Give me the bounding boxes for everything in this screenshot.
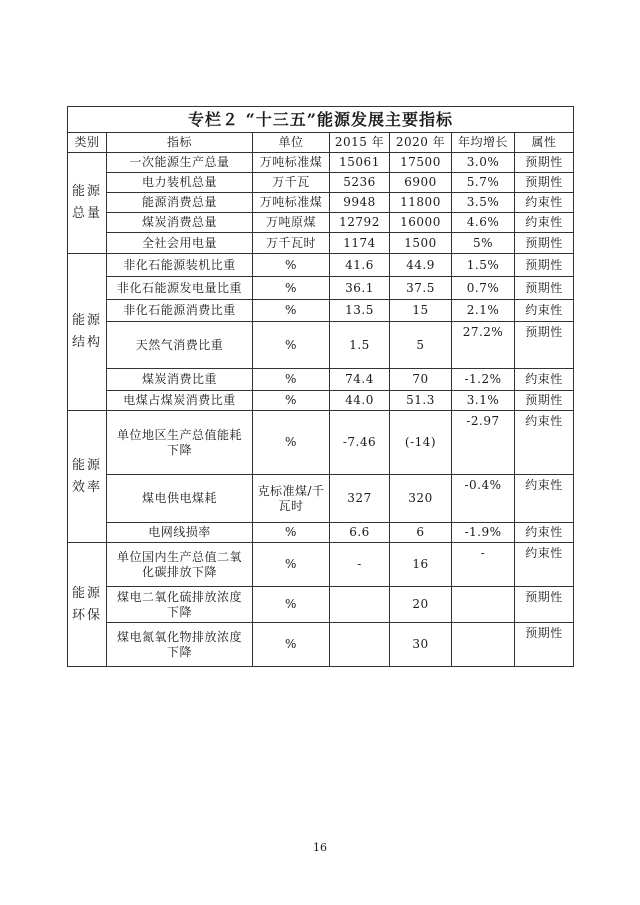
growth-cell: 3.5% [452, 193, 515, 213]
growth-cell: - [452, 543, 515, 587]
unit-cell: % [253, 523, 330, 543]
growth-cell: 0.7% [452, 277, 515, 300]
value-2020-cell: 1500 [390, 233, 452, 254]
attribute-cell: 约束性 [515, 475, 574, 523]
unit-cell: % [253, 322, 330, 369]
value-2020-cell: 70 [390, 369, 452, 391]
unit-cell: 万吨标准煤 [253, 153, 330, 173]
indicator-cell: 单位地区生产总值能耗 下降 [107, 411, 253, 475]
table-title: 专栏２ “十三五”能源发展主要指标 [68, 107, 574, 133]
unit-cell: % [253, 411, 330, 475]
indicator-table [67, 106, 574, 667]
category-cell: 能源 结构 [68, 254, 107, 411]
unit-cell: 克标准煤/千 瓦时 [253, 475, 330, 523]
attribute-cell: 预期性 [515, 254, 574, 277]
value-2015-cell: 1174 [330, 233, 390, 254]
header-indicator: 指标 [107, 133, 253, 153]
indicator-cell: 一次能源生产总量 [107, 153, 253, 173]
value-2015-cell: 44.0 [330, 391, 390, 411]
value-2015-cell: 327 [330, 475, 390, 523]
value-2015-cell [330, 587, 390, 623]
indicator-cell: 电力装机总量 [107, 173, 253, 193]
value-2020-cell: 17500 [390, 153, 452, 173]
growth-cell: -1.9% [452, 523, 515, 543]
growth-cell [452, 623, 515, 667]
table-row [68, 587, 574, 623]
growth-cell: 4.6% [452, 213, 515, 233]
attribute-cell: 约束性 [515, 523, 574, 543]
indicator-cell: 煤电供电煤耗 [107, 475, 253, 523]
attribute-cell: 预期性 [515, 153, 574, 173]
indicator-cell: 天然气消费比重 [107, 322, 253, 369]
value-2020-cell: 320 [390, 475, 452, 523]
unit-cell: % [253, 623, 330, 667]
value-2015-cell: 36.1 [330, 277, 390, 300]
attribute-cell: 预期性 [515, 623, 574, 667]
value-2020-cell: 37.5 [390, 277, 452, 300]
growth-cell: -1.2% [452, 369, 515, 391]
indicator-cell: 煤电二氧化硫排放浓度 下降 [107, 587, 253, 623]
value-2015-cell: 12792 [330, 213, 390, 233]
table-row [68, 300, 574, 322]
header-attribute: 属性 [515, 133, 574, 153]
attribute-cell: 预期性 [515, 173, 574, 193]
indicator-cell: 煤炭消费总量 [107, 213, 253, 233]
attribute-cell: 约束性 [515, 543, 574, 587]
table-row [68, 193, 574, 213]
table-row [68, 543, 574, 587]
value-2015-cell [330, 623, 390, 667]
value-2015-cell: 5236 [330, 173, 390, 193]
attribute-cell: 约束性 [515, 411, 574, 475]
value-2020-cell: 6 [390, 523, 452, 543]
growth-cell: 3.1% [452, 391, 515, 411]
value-2020-cell: 11800 [390, 193, 452, 213]
growth-cell: 27.2% [452, 322, 515, 369]
table-row [68, 411, 574, 475]
table-row [68, 475, 574, 523]
attribute-cell: 预期性 [515, 587, 574, 623]
table-row [68, 277, 574, 300]
table-row [68, 233, 574, 254]
table-row [68, 523, 574, 543]
header-2015: 2015 年 [330, 133, 390, 153]
value-2020-cell: 15 [390, 300, 452, 322]
value-2015-cell: -7.46 [330, 411, 390, 475]
unit-cell: % [253, 300, 330, 322]
attribute-cell: 预期性 [515, 391, 574, 411]
unit-cell: % [253, 587, 330, 623]
attribute-cell: 约束性 [515, 213, 574, 233]
indicator-cell: 全社会用电量 [107, 233, 253, 254]
indicator-cell: 单位国内生产总值二氧 化碳排放下降 [107, 543, 253, 587]
value-2015-cell: 9948 [330, 193, 390, 213]
value-2015-cell: 74.4 [330, 369, 390, 391]
attribute-cell: 约束性 [515, 300, 574, 322]
category-cell: 能源 环保 [68, 543, 107, 667]
category-cell: 能源 总量 [68, 153, 107, 254]
growth-cell: 3.0% [452, 153, 515, 173]
value-2020-cell: 51.3 [390, 391, 452, 411]
unit-cell: % [253, 543, 330, 587]
attribute-cell: 预期性 [515, 322, 574, 369]
table-row [68, 391, 574, 411]
table-row [68, 173, 574, 193]
table-row [68, 254, 574, 277]
value-2020-cell: (-14) [390, 411, 452, 475]
unit-cell: % [253, 369, 330, 391]
indicator-cell: 电煤占煤炭消费比重 [107, 391, 253, 411]
attribute-cell: 预期性 [515, 233, 574, 254]
unit-cell: 万吨原煤 [253, 213, 330, 233]
unit-cell: 万吨标准煤 [253, 193, 330, 213]
value-2015-cell: - [330, 543, 390, 587]
growth-cell [452, 587, 515, 623]
table-row [68, 153, 574, 173]
unit-cell: 万千瓦 [253, 173, 330, 193]
unit-cell: % [253, 277, 330, 300]
value-2015-cell: 41.6 [330, 254, 390, 277]
growth-cell: 2.1% [452, 300, 515, 322]
attribute-cell: 预期性 [515, 277, 574, 300]
table-row [68, 322, 574, 369]
value-2020-cell: 44.9 [390, 254, 452, 277]
growth-cell: 5% [452, 233, 515, 254]
value-2020-cell: 16000 [390, 213, 452, 233]
value-2020-cell: 6900 [390, 173, 452, 193]
header-2020: 2020 年 [390, 133, 452, 153]
growth-cell: 5.7% [452, 173, 515, 193]
header-growth: 年均增长 [452, 133, 515, 153]
indicator-cell: 非化石能源消费比重 [107, 300, 253, 322]
attribute-cell: 约束性 [515, 369, 574, 391]
growth-cell: 1.5% [452, 254, 515, 277]
value-2020-cell: 16 [390, 543, 452, 587]
unit-cell: % [253, 391, 330, 411]
value-2015-cell: 1.5 [330, 322, 390, 369]
unit-cell: % [253, 254, 330, 277]
growth-cell: -2.97 [452, 411, 515, 475]
header-unit: 单位 [253, 133, 330, 153]
header-category: 类别 [68, 133, 107, 153]
value-2020-cell: 20 [390, 587, 452, 623]
value-2015-cell: 6.6 [330, 523, 390, 543]
indicator-cell: 非化石能源装机比重 [107, 254, 253, 277]
indicator-document [67, 106, 573, 667]
header-row [68, 133, 574, 153]
indicator-cell: 非化石能源发电量比重 [107, 277, 253, 300]
category-cell: 能源 效率 [68, 411, 107, 543]
unit-cell: 万千瓦时 [253, 233, 330, 254]
value-2020-cell: 5 [390, 322, 452, 369]
table-row [68, 213, 574, 233]
indicator-cell: 电网线损率 [107, 523, 253, 543]
attribute-cell: 约束性 [515, 193, 574, 213]
value-2015-cell: 13.5 [330, 300, 390, 322]
growth-cell: -0.4% [452, 475, 515, 523]
page-number: 16 [313, 841, 327, 854]
indicator-cell: 能源消费总量 [107, 193, 253, 213]
value-2020-cell: 30 [390, 623, 452, 667]
value-2015-cell: 15061 [330, 153, 390, 173]
indicator-cell: 煤电氮氧化物排放浓度 下降 [107, 623, 253, 667]
table-row [68, 623, 574, 667]
table-row [68, 369, 574, 391]
indicator-cell: 煤炭消费比重 [107, 369, 253, 391]
